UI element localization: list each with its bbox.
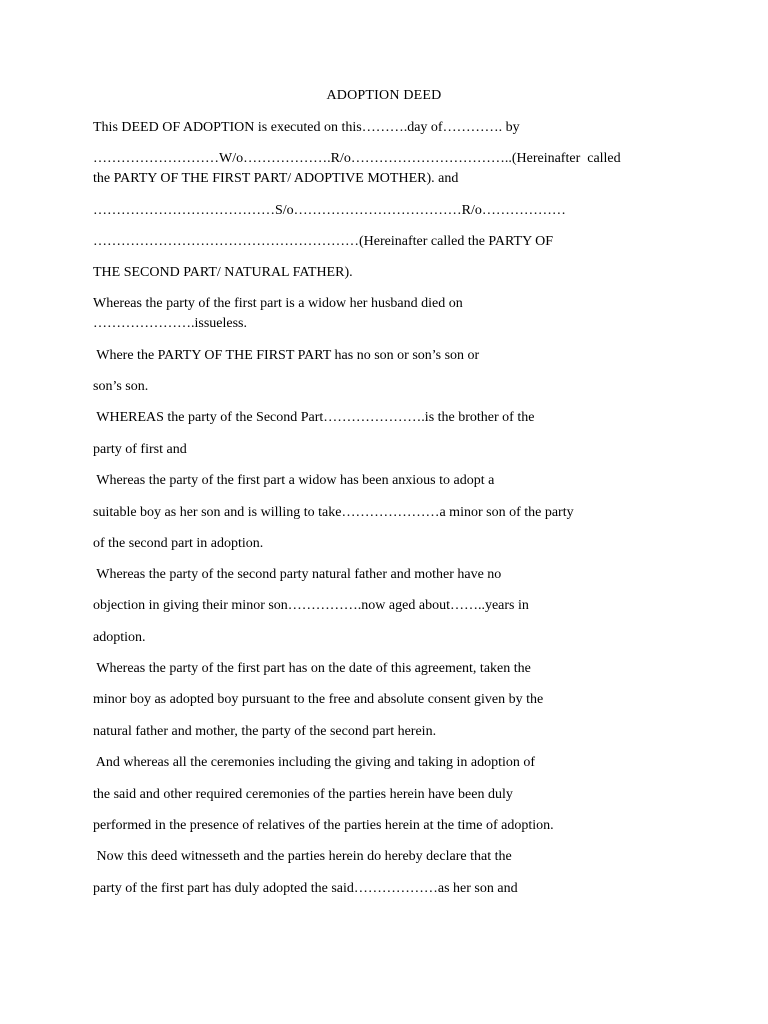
text-line: Where the PARTY OF THE FIRST PART has no son or son’s son or [93,348,480,363]
text-line: of the second part in adoption. [93,536,264,551]
text-line: adoption. [93,630,146,645]
text-line: the said and other required ceremonies of the parties herein have been duly [93,787,513,802]
text-line: WHEREAS the party of the Second Part………………….is the brother of the [93,410,535,425]
text-line: …………………………………S/o………………………………R/o……………… [93,203,566,218]
text-line: Whereas the party of the first part is a widow her husband died on [93,296,463,311]
text-line: party of first and [93,442,187,457]
text-line: This DEED OF ADOPTION is executed on this……….day of…………. by [93,120,520,135]
document-title: ADOPTION DEED [326,88,442,103]
text-line: THE SECOND PART/ NATURAL FATHER). [93,265,353,280]
text-line: performed in the presence of relatives of the parties herein at the time of adoption. [93,818,554,833]
text-line: Now this deed witnesseth and the parties herein do hereby declare that the [93,849,512,864]
text-line: Whereas the party of the first part a widow has been anxious to adopt a [93,473,495,488]
text-line: suitable boy as her son and is willing to take…………………a minor son of the party [93,505,574,520]
text-line: Whereas the party of the second party natural father and mother have no [93,567,502,582]
text-line: ………………………W/o……………….R/o……………………………..(Hereinafter called [93,151,621,166]
text-line: …………………………………………………(Hereinafter called the PARTY OF [93,234,554,249]
text-line: minor boy as adopted boy pursuant to the free and absolute consent given by the [93,692,544,707]
text-line: son’s son. [93,379,149,394]
text-line: objection in giving their minor son…………….now aged about……..years in [93,598,529,613]
text-line: the PARTY OF THE FIRST PART/ ADOPTIVE MOTHER). and [93,171,459,186]
text-line: party of the first part has duly adopted the said………………as her son and [93,881,518,896]
text-line: ………………….issueless. [93,316,247,331]
text-line: And whereas all the ceremonies including the giving and taking in adoption of [93,755,536,770]
text-line: Whereas the party of the first part has on the date of this agreement, taken the [93,661,531,676]
text-line: natural father and mother, the party of the second part herein. [93,724,437,739]
